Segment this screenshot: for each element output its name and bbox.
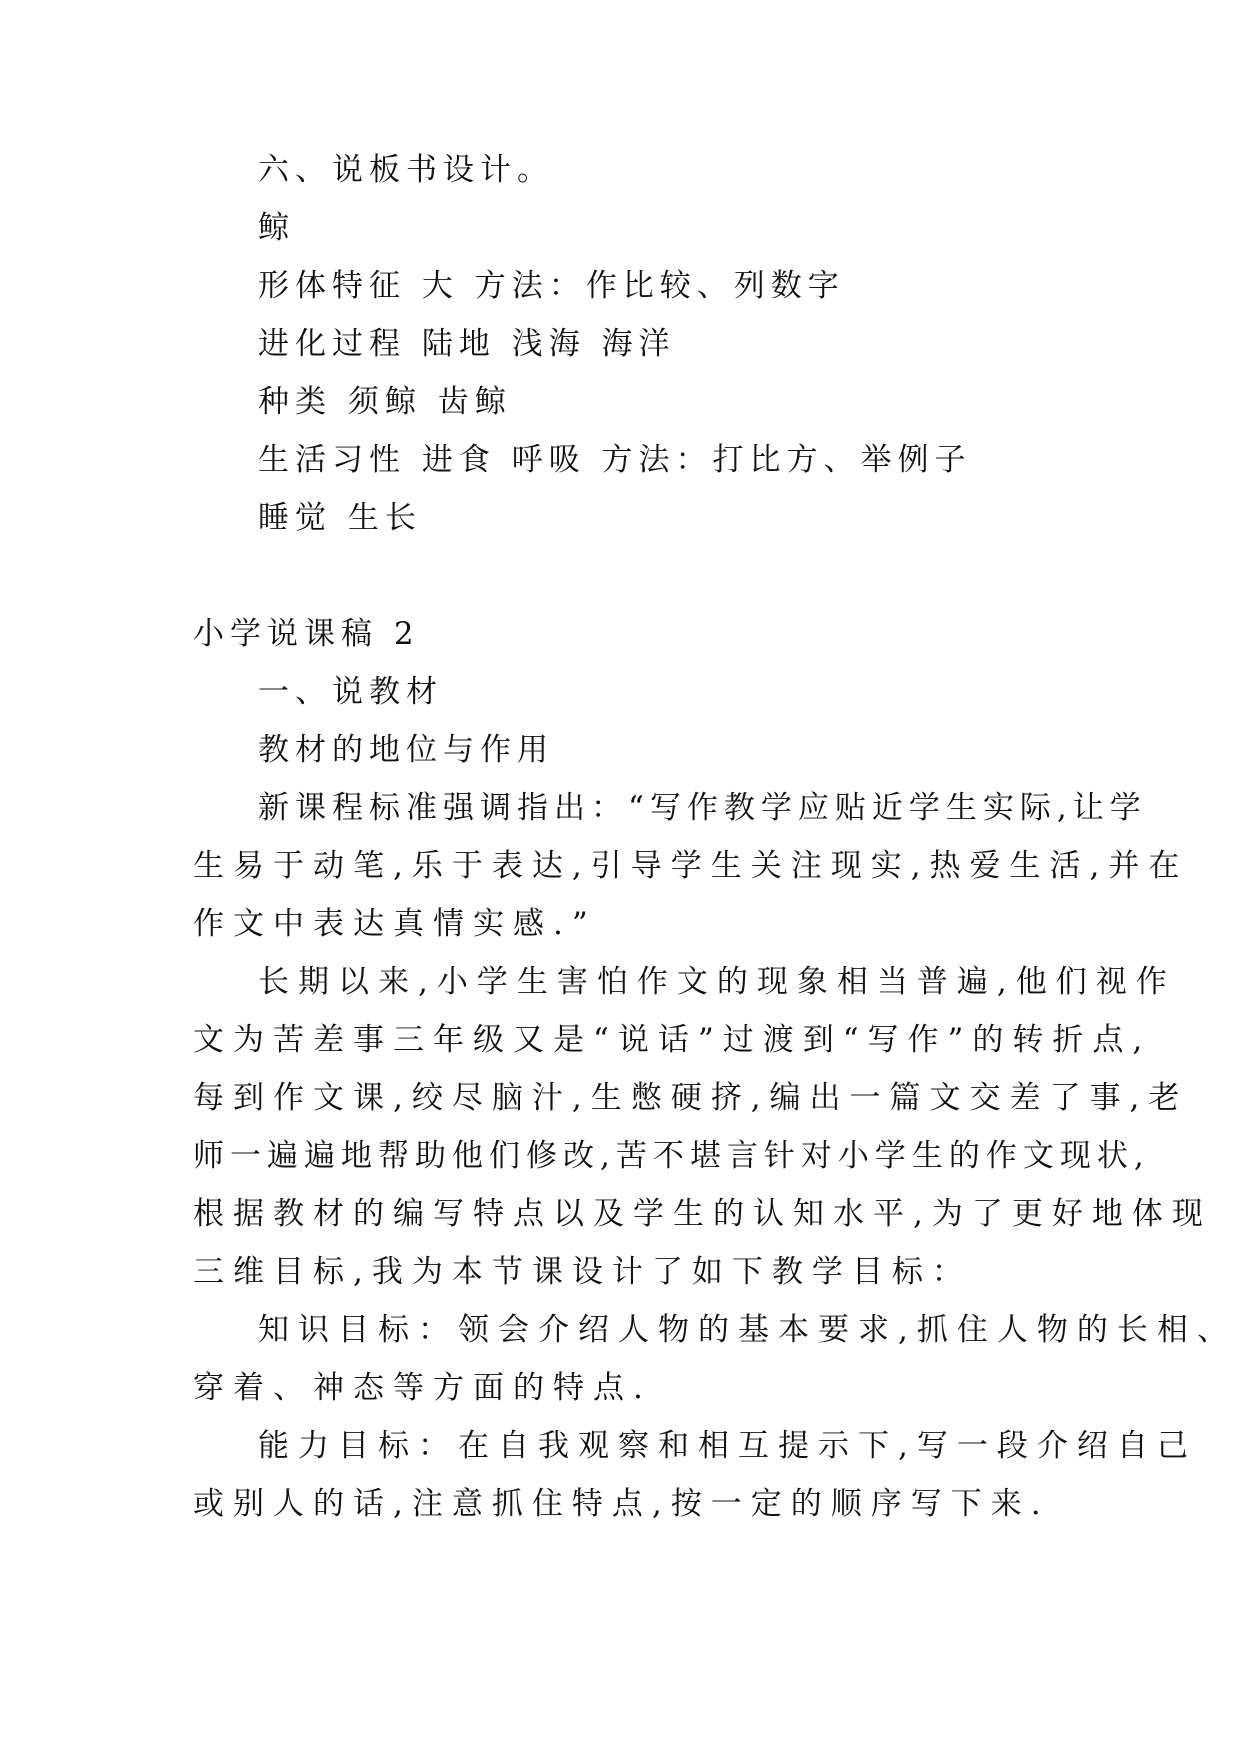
paragraph-line: 生易于动笔,乐于表达,引导学生关注现实,热爱生活,并在 bbox=[193, 848, 1189, 884]
paragraph-line: 穿着、神态等方面的特点. bbox=[193, 1370, 652, 1406]
board-title: 鲸 bbox=[258, 210, 295, 246]
paragraph-line: 师一遍遍地帮助他们修改,苦不堪言针对小学生的作文现状, bbox=[193, 1138, 1150, 1174]
section-heading: 一、说教材 bbox=[258, 674, 443, 710]
subheading: 教材的地位与作用 bbox=[258, 732, 554, 768]
board-row: 睡觉 生长 bbox=[258, 500, 422, 536]
paragraph-line: 长期以来,小学生害怕作文的现象相当普遍,他们视作 bbox=[258, 964, 1176, 1000]
board-row: 种类 须鲸 齿鲸 bbox=[258, 384, 512, 420]
paragraph-line: 知识目标：领会介绍人物的基本要求,抓住人物的长相、 bbox=[258, 1312, 1237, 1348]
board-row: 进化过程 陆地 浅海 海洋 bbox=[258, 326, 676, 362]
paragraph-line: 新课程标准强调指出：“写作教学应贴近学生实际,让学 bbox=[258, 790, 1147, 826]
paragraph-line: 根据教材的编写特点以及学生的认知水平,为了更好地体现 bbox=[193, 1196, 1212, 1232]
article-title: 小学说课稿 2 bbox=[193, 616, 420, 652]
paragraph-line: 每到作文课,绞尽脑汁,生憋硬挤,编出一篇文交差了事,老 bbox=[193, 1080, 1189, 1116]
paragraph-line: 能力目标：在自我观察和相互提示下,写一段介绍自己 bbox=[258, 1428, 1197, 1464]
paragraph-line: 作文中表达真情实感.” bbox=[193, 906, 597, 942]
paragraph-line: 文为苦差事三年级又是“说话”过渡到“写作”的转折点, bbox=[193, 1022, 1152, 1058]
paragraph-line: 三维目标,我为本节课设计了如下教学目标： bbox=[193, 1254, 972, 1290]
section-heading: 六、说板书设计。 bbox=[258, 152, 554, 188]
board-row: 形体特征 大 方法：作比较、列数字 bbox=[258, 268, 845, 304]
board-row: 生活习性 进食 呼吸 方法：打比方、举例子 bbox=[258, 442, 972, 478]
paragraph-line: 或别人的话,注意抓住特点,按一定的顺序写下来. bbox=[193, 1486, 1050, 1522]
